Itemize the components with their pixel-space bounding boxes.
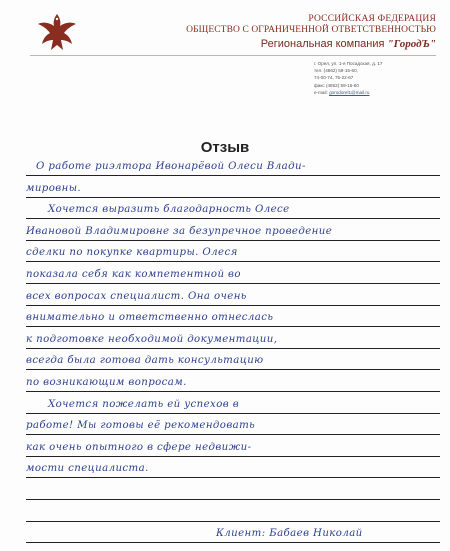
client-signature: Клиент: Бабаев Николай [216, 528, 363, 540]
ruled-line [26, 434, 440, 435]
ruled-line [26, 413, 440, 414]
company-contacts [314, 60, 382, 96]
ruled-line [26, 261, 440, 262]
contact-email-row [314, 89, 382, 96]
letterhead-country: РОССИЙСКАЯ ФЕДЕРАЦИЯ [308, 14, 436, 24]
ruled-line [26, 348, 440, 349]
ruled-line [26, 305, 440, 306]
contact-phone: тел. (4862) 59-15-60, [314, 68, 358, 74]
handwritten-line: показала себя как компетентной во [26, 269, 241, 280]
letterhead-divider [30, 55, 436, 56]
handwritten-line: к подготовке необходимой документации, [26, 333, 278, 345]
handwritten-line: работе! Мы готовы её рекомендовать [26, 420, 256, 432]
company-brand: "ГородЪ" [387, 38, 436, 50]
eagle-logo-icon [34, 10, 80, 56]
contact-address: г. Орел, ул. 1-я Посадская, д. 17 [314, 61, 383, 66]
ruled-line [26, 197, 440, 198]
handwritten-line: Хочется пожелать ей успехов в [48, 398, 240, 410]
handwritten-line: всегда была готова дать консультацию [26, 355, 264, 367]
company-prefix: Региональная компания [260, 38, 385, 50]
handwritten-line: мировны. [26, 182, 82, 194]
contact-email-link[interactable]: gorodorel1@mail.ru [329, 89, 370, 95]
ruled-line [26, 326, 440, 327]
handwritten-line: мости специалиста. [26, 463, 149, 475]
ruled-line [26, 521, 440, 522]
document-title: Отзыв [200, 139, 250, 156]
handwritten-line: сделки по покупке квартиры. Олеся [26, 247, 238, 259]
handwritten-line: О работе риэлтора Ивонарёвой Олеси Влади- [36, 161, 306, 172]
handwritten-line: всех вопросах специалист. Она очень [26, 290, 247, 302]
ruled-line [26, 499, 440, 500]
handwritten-line: Хочется выразить благодарность Олесе [48, 204, 290, 216]
letterhead-org-type: ОБЩЕСТВО С ОГРАНИЧЕННОЙ ОТВЕТСТВЕННОСТЬЮ [186, 25, 436, 35]
ruled-line [26, 477, 440, 478]
ruled-line [26, 456, 440, 457]
ruled-line [26, 175, 440, 176]
letterhead-company [261, 38, 436, 50]
handwritten-line: как очень опытного в сфере недвижи- [26, 441, 252, 453]
ruled-line [26, 542, 440, 543]
contact-phone-extra: 74-00-74, 75-22-67 [314, 75, 354, 81]
contact-fax: факс (4862) 59-15-60 [314, 82, 359, 88]
handwritten-line: внимательно и ответственно отнеслась [26, 312, 274, 324]
handwritten-line: Ивановой Владимировне за безупречное проведение [26, 225, 333, 237]
ruled-line [26, 240, 440, 241]
contact-email-label: e-mail: [314, 89, 328, 95]
ruled-line [26, 391, 440, 392]
ruled-line [26, 218, 440, 219]
ruled-line [26, 283, 440, 284]
ruled-line [26, 369, 440, 370]
handwritten-line: по возникающим вопросам. [26, 377, 187, 388]
